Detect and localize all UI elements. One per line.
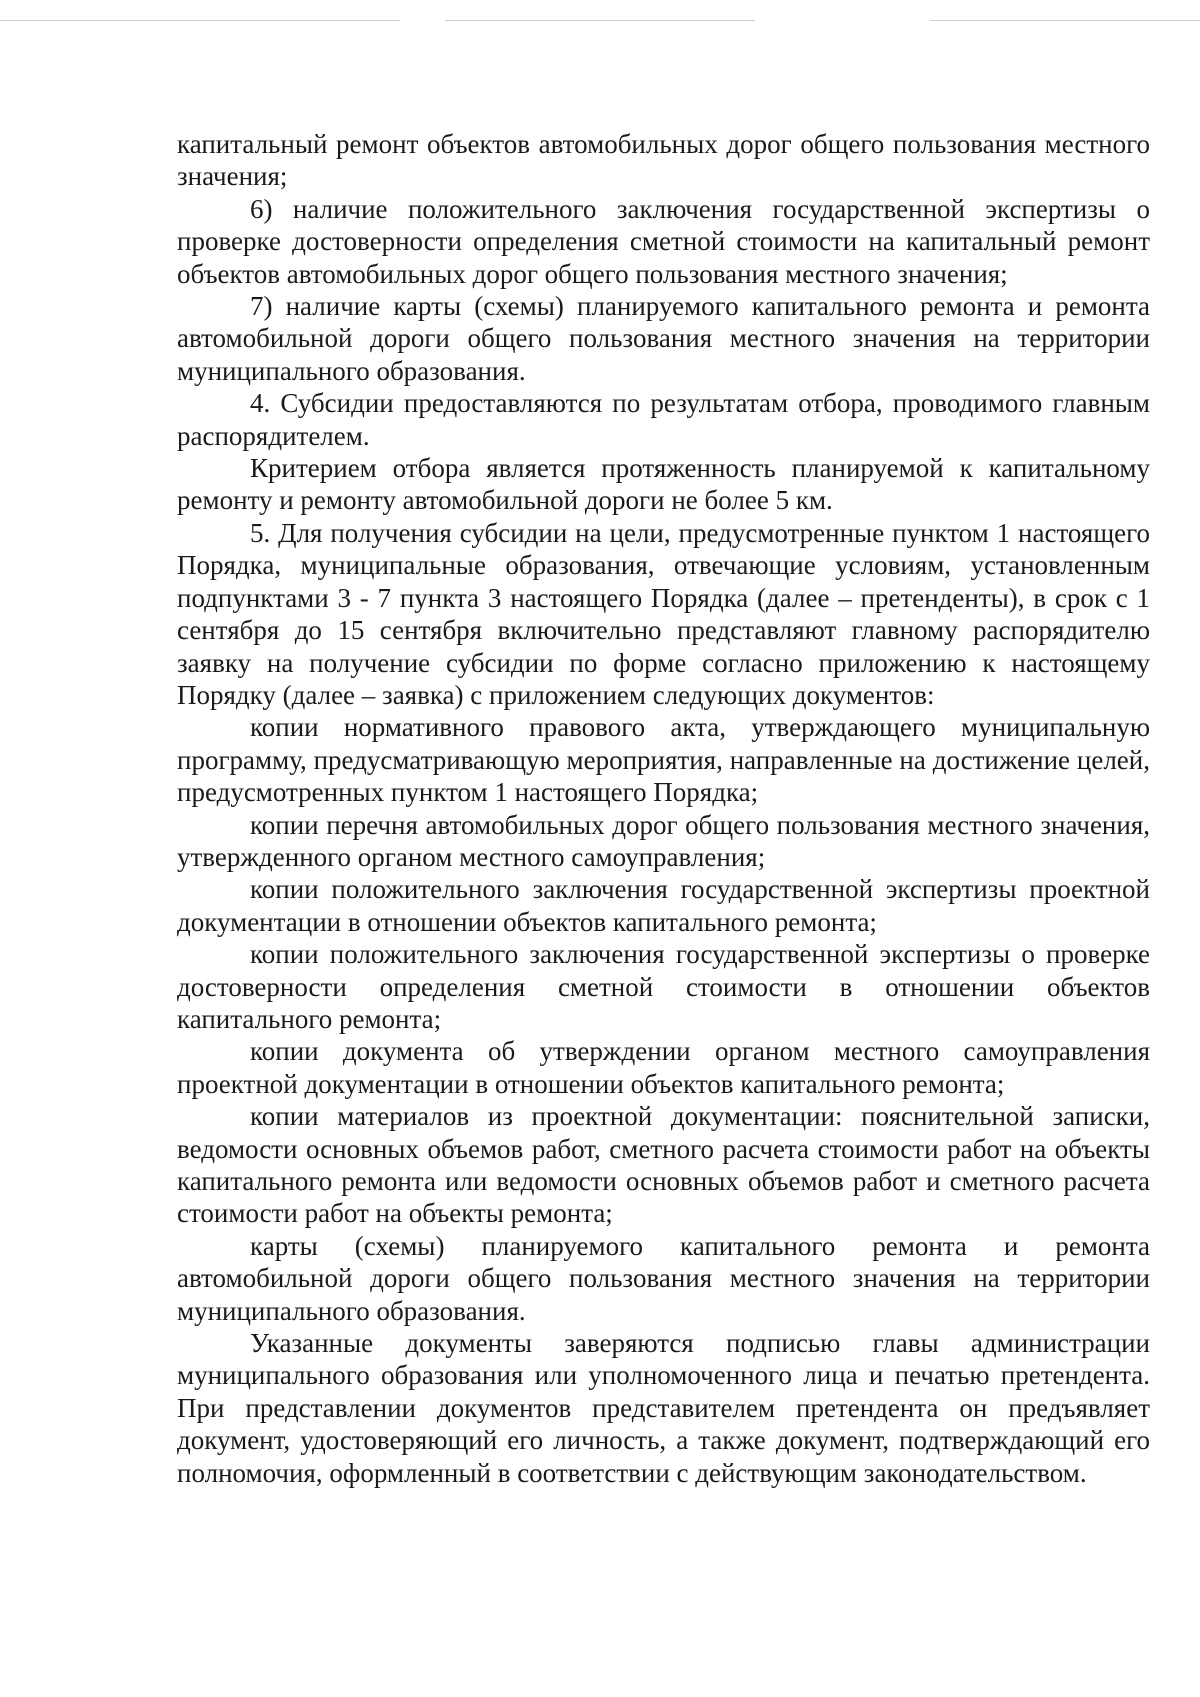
paragraph-clause-4: 4. Субсидии предоставляются по результатам отбора, проводимого главным распорядителем.	[177, 388, 1150, 451]
paragraph-doc-map: карты (схемы) планируемого капитального ремонта и ремонта автомобильной дороги общего пользования местного значения на территории муниципального образования.	[177, 1230, 1150, 1326]
paragraph-doc-municipal-program: копии нормативного правового акта, утверждающего муниципальную программу, предусматривающую мероприятия, направленные на достижение целей, предусмотренных пунктом 1 настоящего Порядка;	[177, 712, 1150, 808]
paragraph-selection-criterion: Критерием отбора является протяженность планируемой к капитальному ремонту и ремонту автомобильной дороги не более 5 км.	[177, 453, 1150, 516]
paragraph-clause-5: 5. Для получения субсидии на цели, предусмотренные пунктом 1 настоящего Порядка, муниципальные образования, отвечающие условиям, установленным подпунктами 3 - 7 пункта 3 настоящего Порядка (далее – претенденты), в срок с 1 сентября до 15 сентября включительно представляют главному распорядителю заявку на получение субсидии по форме согласно приложению к настоящему Порядку (далее – заявка) с приложением следующих документов:	[177, 517, 1150, 710]
scan-edge-artifact	[0, 20, 400, 21]
paragraph-doc-approval: копии документа об утверждении органом местного самоуправления проектной документации в отношении объектов капитального ремонта;	[177, 1036, 1150, 1099]
paragraph-item-7: 7) наличие карты (схемы) планируемого капитального ремонта и ремонта автомобильной дороги общего пользования местного значения на территории муниципального образования.	[177, 291, 1150, 386]
paragraph-continuation: капитальный ремонт объектов автомобильных дорог общего пользования местного значения;	[177, 129, 1150, 192]
scan-edge-artifact	[445, 20, 755, 21]
scan-edge-artifact	[930, 20, 1200, 21]
paragraph-certification: Указанные документы заверяются подписью главы администрации муниципального образования или уполномоченного лица и печатью претендента. При представлении документов представителем претендента он предъявляет документ, удостоверяющий его личность, а также документ, подтверждающий его полномочия, оформленный в соответствии с действующим законодательством.	[177, 1328, 1150, 1488]
paragraph-item-6: 6) наличие положительного заключения государственной экспертизы о проверке достоверности определения сметной стоимости на капитальный ремонт объектов автомобильных дорог общего пользования местного значения;	[177, 193, 1150, 289]
paragraph-doc-materials: копии материалов из проектной документации: пояснительной записки, ведомости основных объемов работ, сметного расчета стоимости работ на объекты капитального ремонта или ведомости основных объемов работ и сметного расчета стоимости работ на объекты ремонта;	[177, 1101, 1150, 1229]
paragraph-doc-expertise-project: копии положительного заключения государственной экспертизы проектной документации в отношении объектов капитального ремонта;	[177, 874, 1150, 937]
document-body	[177, 128, 1150, 1489]
paragraph-doc-expertise-cost: копии положительного заключения государственной экспертизы о проверке достоверности определения сметной стоимости в отношении объектов капитального ремонта;	[177, 939, 1150, 1034]
paragraph-doc-road-list: копии перечня автомобильных дорог общего пользования местного значения, утвержденного органом местного самоуправления;	[177, 809, 1150, 872]
